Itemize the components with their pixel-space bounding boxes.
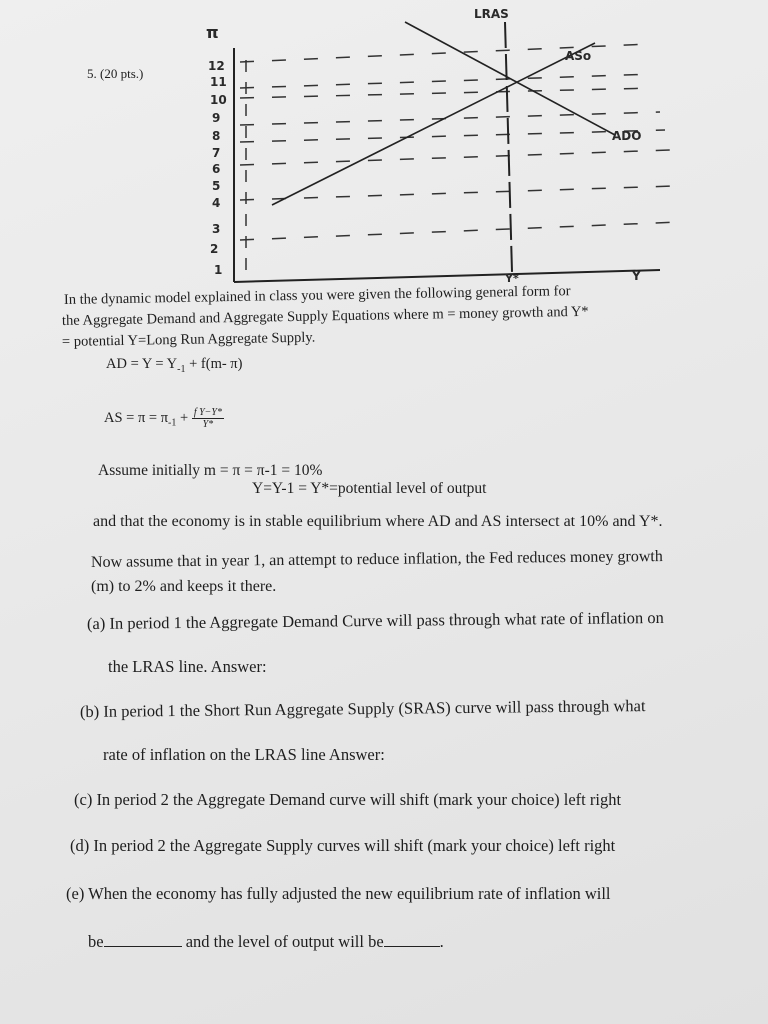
inflation-answer-blank[interactable] xyxy=(104,932,182,947)
y-tick-label: 4 xyxy=(212,196,221,210)
output-answer-blank[interactable] xyxy=(384,932,440,947)
problem-number: 5. (20 pts.) xyxy=(87,66,144,81)
y-tick-label: 1 xyxy=(214,263,223,277)
y-axis-label: Y xyxy=(632,269,641,283)
question-c: (c) In period 2 the Aggregate Demand curve will shift (mark your choice) left right xyxy=(74,790,622,809)
y-tick-label: 2 xyxy=(210,242,219,256)
y-tick-label: 11 xyxy=(210,75,227,89)
as-equation-main: AS = π = π xyxy=(104,409,169,426)
as-equation-plus: + xyxy=(176,409,189,426)
assumption-line-4: Now assume that in year 1, an attempt to reduce inflation, the Fed reduces money growth xyxy=(90,548,663,571)
question-e-be: be xyxy=(88,932,104,951)
ad-equation-main: AD = Y = Y xyxy=(106,356,178,372)
as-fraction xyxy=(192,407,224,430)
ad-equation-sub: -1 xyxy=(177,363,186,375)
aso-curve xyxy=(272,43,595,205)
question-e-output-text: and the level of output will be xyxy=(185,932,384,951)
question-e-period: . xyxy=(439,932,444,951)
y-tick-label: 3 xyxy=(212,222,221,236)
ad-equation-rest: + f(m- π) xyxy=(185,356,243,372)
ad-as-graph xyxy=(0,0,768,300)
aso-label: ASo xyxy=(565,49,592,63)
y-tick-labels xyxy=(208,59,227,277)
assumption-line-3: and that the economy is in stable equilibrium where AD and AS intersect at 10% and Y*. xyxy=(93,513,663,530)
intro-line-2: the Aggregate Demand and Aggregate Supply Equations where m = money growth and Y* xyxy=(61,303,589,329)
question-e-line-1: (e) When the economy has fully adjusted the new equilibrium rate of inflation will xyxy=(66,884,611,903)
question-a-line-1: (a) In period 1 the Aggregate Demand Curve will pass through what rate of inflation on xyxy=(86,607,664,633)
y-tick-label: 6 xyxy=(212,162,221,176)
pi-axis-symbol: π xyxy=(206,23,219,42)
y-tick-label: 7 xyxy=(212,146,221,160)
lras-line xyxy=(505,22,512,272)
y-tick-label: 12 xyxy=(208,59,225,73)
intro-line-1: In the dynamic model explained in class you were given the following general form for xyxy=(63,283,571,308)
x-axis xyxy=(234,270,660,282)
question-b-line-1: (b) In period 1 the Short Run Aggregate Supply (SRAS) curve will pass through what xyxy=(79,696,646,721)
y-tick-label: 9 xyxy=(212,111,221,125)
ad-curve xyxy=(405,22,615,135)
question-b-line-2: rate of inflation on the LRAS line Answer: xyxy=(103,745,385,764)
question-d: (d) In period 2 the Aggregate Supply curves will shift (mark your choice) left right xyxy=(70,836,616,855)
assumption-line-2: Y=Y-1 = Y*=potential level of output xyxy=(252,480,487,497)
ad-equation xyxy=(106,356,242,375)
assumption-line-5: (m) to 2% and keeps it there. xyxy=(91,578,277,595)
as-fraction-numerator: f Y−Y* xyxy=(193,407,222,418)
as-equation xyxy=(104,407,224,430)
lras-label: LRAS xyxy=(474,7,509,21)
assumption-line-1: Assume initially m = π = π-1 = 10% xyxy=(98,462,323,479)
intro-line-3: = potential Y=Long Run Aggregate Supply. xyxy=(61,329,316,350)
ystar-label: Y* xyxy=(505,272,519,285)
y-tick-label: 10 xyxy=(210,93,227,107)
ad-label: ADO xyxy=(612,129,642,143)
as-fraction-denominator: Y* xyxy=(202,419,214,430)
y-tick-label: 5 xyxy=(212,179,221,193)
question-a-line-2: the LRAS line. Answer: xyxy=(108,657,267,676)
question-e-line-2 xyxy=(88,932,444,952)
y-tick-label: 8 xyxy=(212,129,221,143)
as-equation-sub: -1 xyxy=(168,417,177,429)
